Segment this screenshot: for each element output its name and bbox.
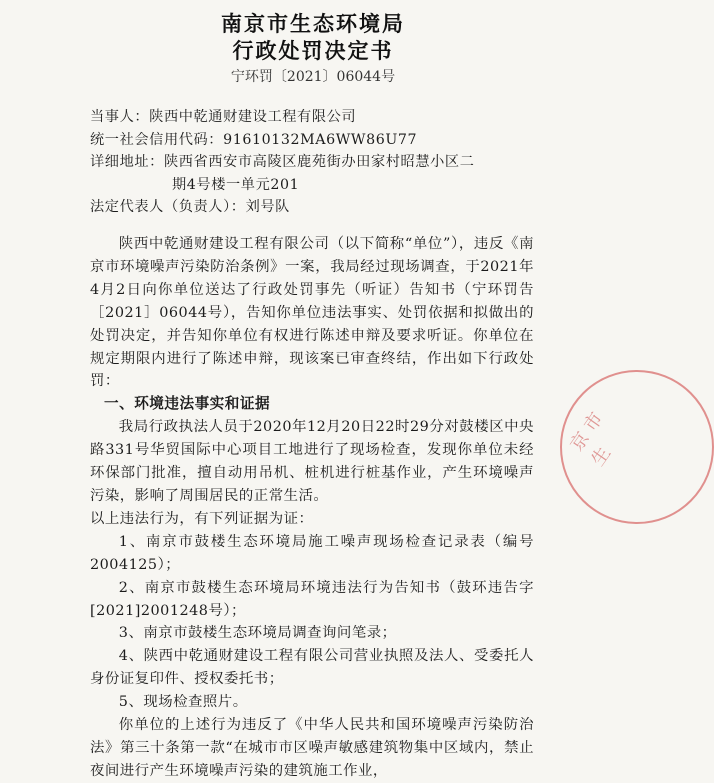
- violation-paragraph: 你单位的上述行为违反了《中华人民共和国环境噪声污染防治法》第三十条第一款“在城市市区噪声敏感建筑物集中区域内，禁止夜间进行产生环境噪声污染的建筑施工作业，: [90, 717, 534, 779]
- address-line2: 期4号楼一单元201: [172, 177, 300, 193]
- seal-text: 京市生: [566, 403, 619, 471]
- evidence-item-1: 1、南京市鼓楼生态环境局施工噪声现场检查记录表（编号2004125）；: [90, 533, 534, 573]
- evidence-item-3: 3、南京市鼓楼生态环境局调查询问笔录；: [118, 625, 397, 642]
- party-name: 当事人：陕西中乾通财建设工程有限公司: [90, 109, 357, 125]
- section-heading: 一、环境违法事实和证据: [104, 395, 271, 413]
- credit-code: 统一社会信用代码：91610132MA6WW86U77: [90, 132, 418, 148]
- address-line1: 详细地址：陕西省西安市高陵区鹿苑街办田家村昭慧小区二: [90, 154, 475, 170]
- document-body: [90, 233, 534, 783]
- legal-representative: 法定代表人（负责人）：刘号队: [90, 199, 290, 215]
- evidence-item-2: 2、南京市鼓楼生态环境局环境违法行为告知书（鼓环违告字[2021]2001248号）；: [90, 579, 534, 619]
- evidence-intro: 以上违法行为，有下列证据为证：: [90, 510, 314, 527]
- document-title-line1: 南京市生态环境局: [221, 12, 405, 36]
- facts-paragraph: 我局行政执法人员于2020年12月20日22时29分对鼓楼区中央路331号华贸国际中心项目工地进行了现场检查，发现你单位未经环保部门批准，擅自动用吊机、桩机进行桩基作业，产生环境噪声污染，影响了周围居民的正常生活。: [90, 419, 534, 504]
- evidence-item-4: 4、陕西中乾通财建设工程有限公司营业执照及法人、受委托人身份证复印件、授权委托书；: [90, 648, 534, 688]
- intro-paragraph: 陕西中乾通财建设工程有限公司（以下简称“单位”），违反《南京市环境噪声污染防治条例》一案，我局经过现场调查，于2021年4月2日向你单位送达了行政处罚事先（听证）告知书（宁环罚告［2021］06044号），告知你单位违法事实、处罚依据和拟做出的处罚决定，并告知你单位有权进行陈述申辩及要求听证。你单位在规定期限内进行了陈述申辩，现该案已审查终结，作出如下行政处罚：: [90, 236, 534, 390]
- document-title-line2: 行政处罚决定书: [232, 39, 394, 63]
- evidence-item-5: 5、现场检查照片。: [118, 694, 248, 711]
- document-number: 宁环罚〔2021〕06044号: [230, 69, 396, 85]
